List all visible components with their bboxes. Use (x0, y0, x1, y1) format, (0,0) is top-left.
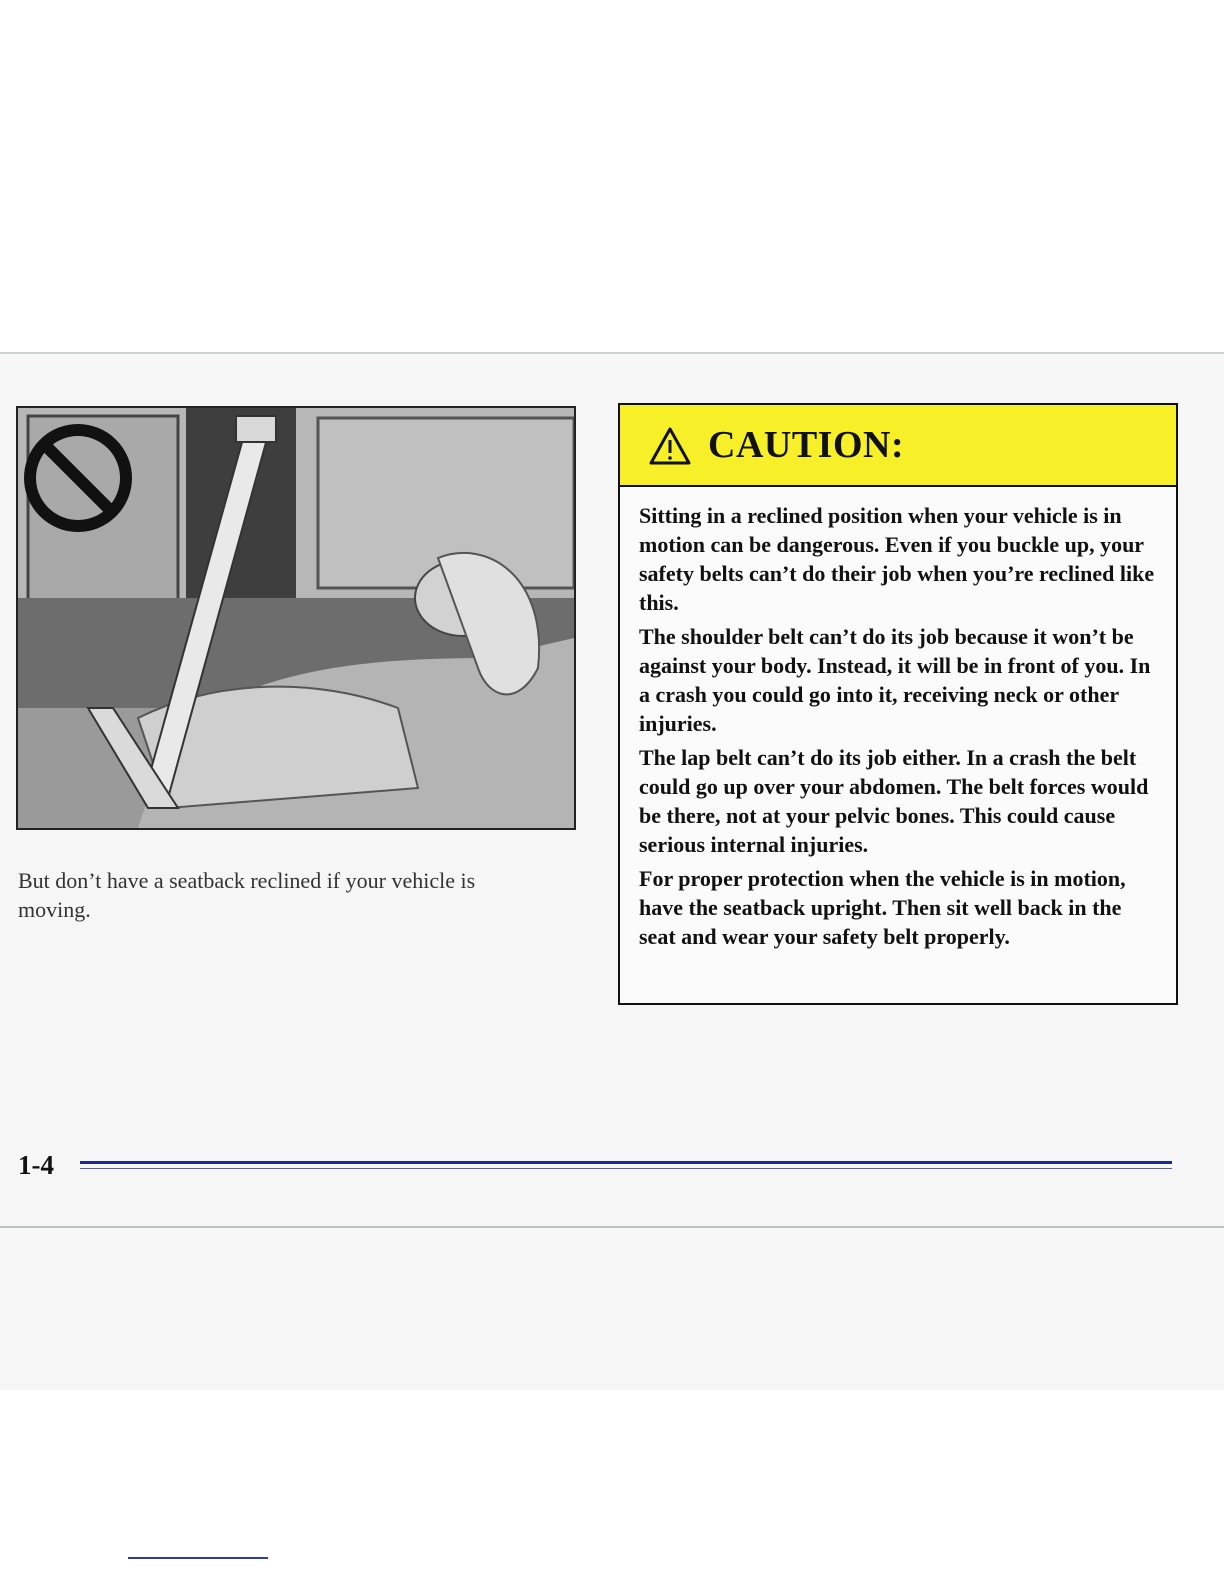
caution-box (618, 403, 1178, 1005)
caution-title: CAUTION: (708, 424, 905, 466)
caution-body (620, 487, 1176, 951)
footer-rule-thin (80, 1168, 1172, 1169)
page-top-edge (0, 352, 1224, 354)
caution-paragraph: Sitting in a reclined position when your vehicle is in motion can be dangerous. Even if you buckle up, your safety belts can’t do their job when you’re reclined like this. (639, 503, 1155, 615)
caution-paragraph: For proper protection when the vehicle is in motion, have the seatback upright. Then sit well back in the seat and wear your safety belt properly. (639, 866, 1126, 949)
warning-triangle-icon (648, 426, 692, 466)
page-bottom-edge (0, 1226, 1224, 1228)
page-number: 1-4 (18, 1150, 54, 1180)
body-paragraph: But don’t have a seatback reclined if your vehicle is moving. (18, 868, 476, 922)
footer-rule (80, 1161, 1172, 1164)
reclined-passenger-illustration (16, 406, 576, 830)
caution-paragraph: The lap belt can’t do its job either. In a crash the belt could go up over your abdomen. The belt forces would be there, not at your pelvic bones. This could cause serious internal injuries. (639, 745, 1149, 857)
caution-header (620, 405, 1176, 487)
bottom-stray-rule (128, 1557, 268, 1559)
caution-paragraph: The shoulder belt can’t do its job because it won’t be against your body. Instead, it will be in front of you. In a crash you could go into it, receiving neck or other injuries. (639, 624, 1151, 736)
